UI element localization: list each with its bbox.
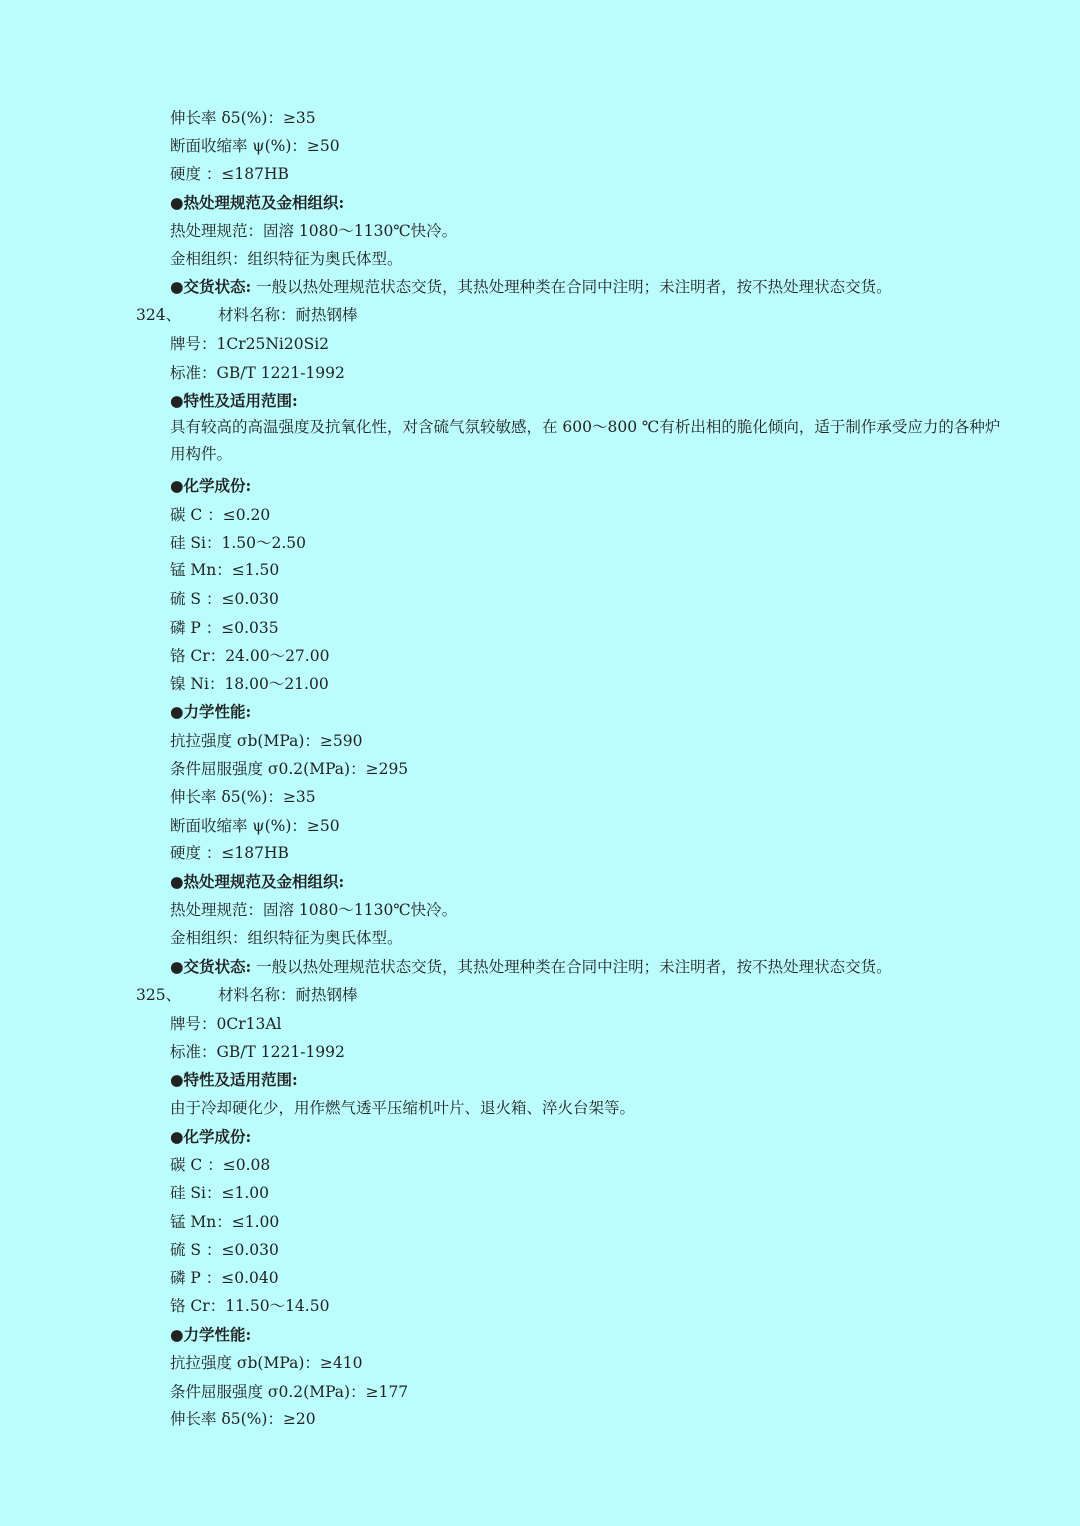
heat-treatment-heading: ●热处理规范及金相组织: [170,872,345,891]
carbon-line: 碳 C ：≤0.20 [170,506,271,524]
delivery-line [170,277,892,297]
material-name: 材料名称：耐热钢棒 [218,986,358,1004]
chromium-line: 铬 Cr：11.50～14.50 [170,1297,330,1315]
delivery-text: 一般以热处理规范状态交货，其热处理种类在合同中注明；未注明者，按不热处理状态交货。 [251,278,892,296]
manganese-line: 锰 Mn：≤1.00 [170,1213,280,1231]
entry-number: 324、 [136,306,182,324]
properties-heading: ●特性及适用范围: [170,1070,298,1089]
tensile-line: 抗拉强度 σb(MPa)：≥590 [170,732,363,750]
delivery-heading: ●交货状态: [170,957,252,976]
area-reduction-line: 断面收缩率 ψ(%)：≥50 [170,137,340,155]
phosphorus-line: 磷 P ：≤0.035 [170,619,279,637]
chromium-line: 铬 Cr：24.00～27.00 [170,647,330,665]
standard-line: 标准：GB/T 1221-1992 [170,1043,345,1061]
chemistry-heading: ●化学成份: [170,1127,252,1146]
carbon-line: 碳 C ：≤0.08 [170,1156,271,1174]
silicon-line: 硅 Si：≤1.00 [170,1184,270,1202]
elongation-line: 伸长率 δ5(%)：≥35 [170,109,316,127]
sulfur-line: 硫 S ：≤0.030 [170,590,279,608]
sulfur-line: 硫 S ：≤0.030 [170,1241,279,1259]
yield-line: 条件屈服强度 σ0.2(MPa)：≥295 [170,760,409,778]
mechanical-heading: ●力学性能: [170,1325,252,1344]
grade-line: 牌号：0Cr13Al [170,1015,282,1033]
manganese-line: 锰 Mn：≤1.50 [170,561,280,579]
silicon-line: 硅 Si：1.50～2.50 [170,534,307,552]
tensile-line: 抗拉强度 σb(MPa)：≥410 [170,1354,363,1372]
properties-text: 具有较高的高温强度及抗氧化性，对含硫气氛较敏感，在 600～800 ℃有析出相的脆化倾向，适于制作承受应力的各种炉用构件。 [170,418,1001,463]
metallographic-line: 金相组织：组织特征为奥氏体型。 [170,250,403,268]
phosphorus-line: 磷 P ：≤0.040 [170,1269,279,1287]
delivery-text: 一般以热处理规范状态交货，其热处理种类在合同中注明；未注明者，按不热处理状态交货。 [251,958,892,976]
mechanical-heading: ●力学性能: [170,702,252,721]
standard-line: 标准：GB/T 1221-1992 [170,364,345,382]
metallographic-line: 金相组织：组织特征为奥氏体型。 [170,929,403,947]
entry-number: 325、 [136,986,182,1004]
chemistry-heading: ●化学成份: [170,476,252,495]
nickel-line: 镍 Ni：18.00～21.00 [170,675,329,693]
delivery-line [170,957,892,977]
grade-line: 牌号：1Cr25Ni20Si2 [170,335,330,353]
heat-treatment-heading: ●热处理规范及金相组织: [170,193,345,212]
heat-treatment-spec: 热处理规范：固溶 1080～1130℃快冷。 [170,901,458,919]
elongation-line: 伸长率 δ5(%)：≥35 [170,788,316,806]
delivery-heading: ●交货状态: [170,277,252,296]
yield-line: 条件屈服强度 σ0.2(MPa)：≥177 [170,1383,409,1401]
hardness-line: 硬度 ：≤187HB [170,844,289,862]
properties-heading: ●特性及适用范围: [170,391,298,410]
hardness-line: 硬度 ：≤187HB [170,165,289,183]
area-reduction-line: 断面收缩率 ψ(%)：≥50 [170,817,340,835]
entry-header-324 [136,305,358,325]
properties-text: 由于冷却硬化少，用作燃气透平压缩机叶片、退火箱、淬火台架等。 [170,1099,636,1117]
entry-header-325 [136,985,358,1005]
heat-treatment-spec: 热处理规范：固溶 1080～1130℃快冷。 [170,222,458,240]
elongation-line: 伸长率 δ5(%)：≥20 [170,1410,316,1428]
material-name: 材料名称：耐热钢棒 [218,306,358,324]
